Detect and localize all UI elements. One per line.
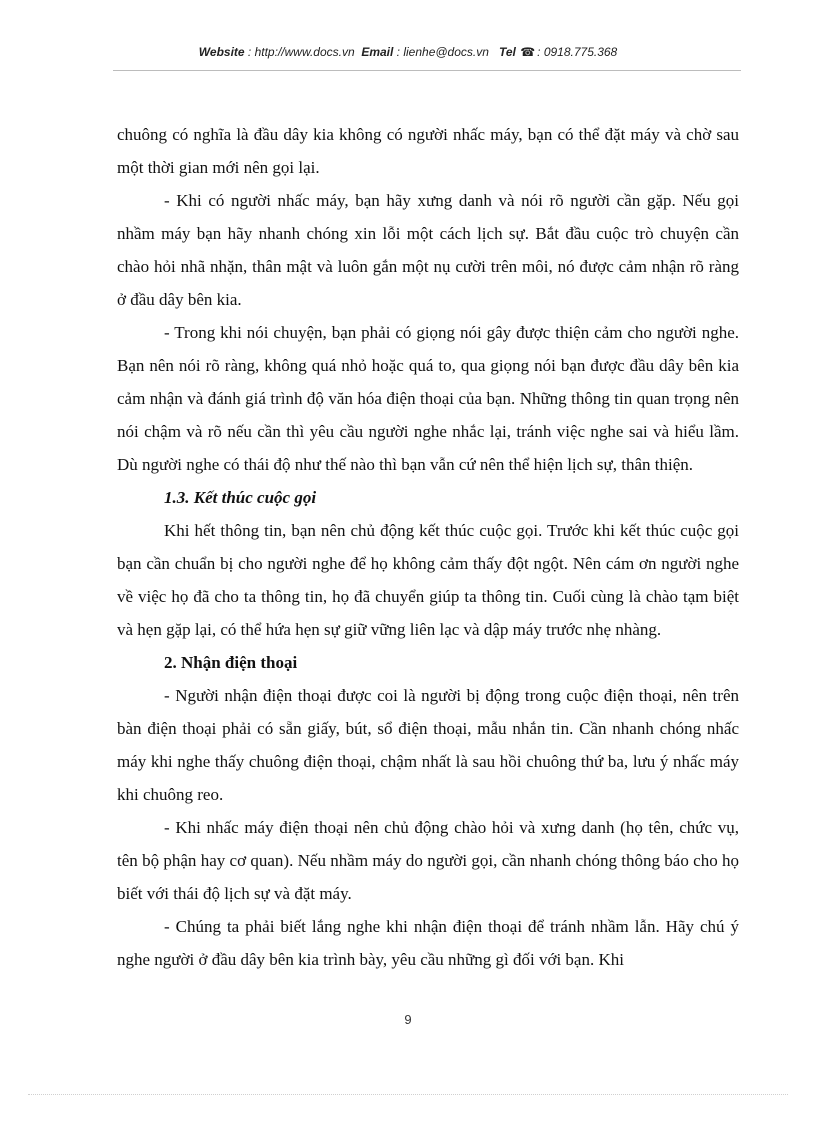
- paragraph: - Chúng ta phải biết lắng nghe khi nhận điện thoại để tránh nhầm lẫn. Hãy chú ý nghe người ở đầu dây bên kia trình bày, yêu cầu những gì đối với bạn. Khi: [117, 917, 739, 969]
- email-separator: :: [393, 45, 404, 59]
- email-value: lienhe@docs.vn: [403, 45, 489, 59]
- telephone-icon: ☎: [520, 45, 536, 59]
- tel-separator: :: [537, 45, 544, 59]
- paragraph: - Khi nhấc máy điện thoại nên chủ động chào hỏi và xưng danh (họ tên, chức vụ, tên bộ phận hay cơ quan). Nếu nhầm máy do người gọi, cần nhanh chóng thông báo cho họ biết với thái độ lịch sự và đặt máy.: [117, 818, 739, 903]
- website-separator: :: [244, 45, 255, 59]
- header-divider: [113, 70, 741, 71]
- page-header: [0, 45, 816, 59]
- section-heading: 2. Nhận điện thoại: [164, 653, 298, 672]
- section-heading: 1.3. Kết thúc cuộc gọi: [164, 488, 317, 507]
- page-number: 9: [404, 1012, 412, 1027]
- tel-value: 0918.775.368: [543, 45, 618, 59]
- website-url: http://www.docs.vn: [254, 45, 355, 59]
- paragraph: - Khi có người nhấc máy, bạn hãy xưng danh và nói rõ người cần gặp. Nếu gọi nhầm máy bạn hãy nhanh chóng xin lỗi một cách lịch sự. Bắt đầu cuộc trò chuyện cần chào hỏi nhã nhặn, thân mật và luôn gắn một nụ cười trên môi, nó được cảm nhận rõ ràng ở đầu dây bên kia.: [117, 191, 739, 309]
- email-label: Email: [361, 45, 394, 59]
- website-label: Website: [198, 45, 245, 59]
- footer-divider: [28, 1094, 788, 1095]
- paragraph: chuông có nghĩa là đầu dây kia không có người nhấc máy, bạn có thể đặt máy và chờ sau một thời gian mới nên gọi lại.: [117, 125, 739, 177]
- paragraph: - Người nhận điện thoại được coi là người bị động trong cuộc điện thoại, nên trên bàn điện thoại phải có sẵn giấy, bút, sổ điện thoại, mẫu nhắn tin. Cần nhanh chóng nhấc máy khi nghe thấy chuông điện thoại, chậm nhất là sau hồi chuông thứ ba, lưu ý nhấc máy khi chuông reo.: [117, 686, 739, 804]
- tel-label: Tel: [498, 45, 516, 59]
- paragraph: - Trong khi nói chuyện, bạn phải có giọng nói gây được thiện cảm cho người nghe. Bạn nên nói rõ ràng, không quá nhỏ hoặc quá to, qua giọng nói bạn được đầu dây bên kia cảm nhận và đánh giá trình độ văn hóa điện thoại của bạn. Những thông tin quan trọng nên nói chậm và rõ nếu cần thì yêu cầu người nghe nhắc lại, tránh việc nghe sai và hiểu lầm. Dù người nghe có thái độ như thế nào thì bạn vẫn cứ nên thể hiện lịch sự, thân thiện.: [117, 323, 739, 474]
- paragraph: Khi hết thông tin, bạn nên chủ động kết thúc cuộc gọi. Trước khi kết thúc cuộc gọi bạn cần chuẩn bị cho người nghe để họ không cảm thấy đột ngột. Nên cám ơn người nghe về việc họ đã cho ta thông tin, họ đã chuyển giúp ta thông tin. Cuối cùng là chào tạm biệt và hẹn gặp lại, có thể hứa hẹn sự giữ vững liên lạc và dập máy trước nhẹ nhàng.: [117, 521, 739, 639]
- document-body: [117, 118, 739, 976]
